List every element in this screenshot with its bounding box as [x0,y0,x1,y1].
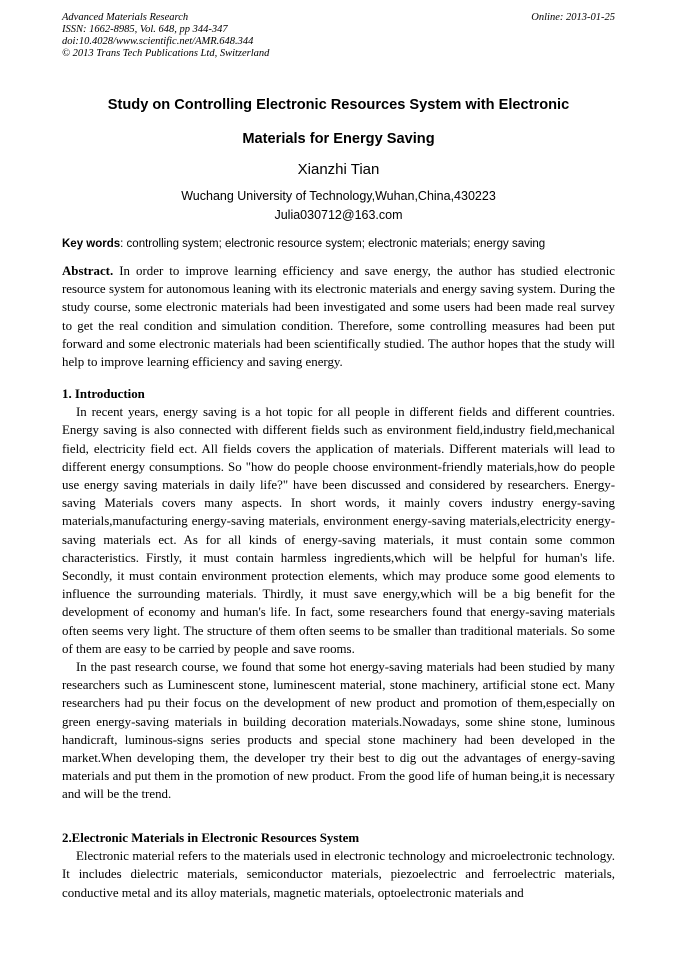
journal-name: Advanced Materials Research [62,12,189,23]
keywords-label: Key words [62,238,121,250]
section-introduction [62,385,615,804]
author-email[interactable]: Julia030712@163.com [274,208,403,222]
abstract [62,262,615,371]
copyright-notice: © 2013 Trans Tech Publications Ltd, Switzerland [62,48,270,59]
online-date: Online: 2013-01-25 [531,12,615,23]
paper-title [62,88,615,156]
abstract-label: Abstract. [62,264,114,278]
paragraph: In recent years, energy saving is a hot topic for all people in different fields and different countries. Energy saving is also connected with different fields such as environment field,industry field,mechanical field, electricity field ect. All fields covers the application of materials. Different materials will lead to different energy consumptions. So "how do people choose environment-friendly materials,how do people use energy saving materials in daily life?" have been discussed and considered by researchers. Energy-saving Materials covers many aspects. In short words, it mainly covers industry energy-saving materials,manufacturing energy-saving materials, environment energy-saving materials,electricity energy-saving materials ect. As for all kinds of energy-saving materials, it must contain some common characteristics. Firstly, it must contain harmless ingredients,which will be helpful for human's life. Secondly, it must contain environment protection elements, which may produce some good elements to influence the surrounding materials. Thirdly, it must save energy,which will be a big benefit for the development of economy and human's life. In fact, some researchers found that energy-saving materials often seems very light. The structure of them often seems to be smaller than traditional materials. So some of them are easy to be carried by people and save rooms. [62,405,615,656]
affiliation: Wuchang University of Technology,Wuhan,China,430223 [181,189,496,203]
section-heading: 1. Introduction [62,387,145,401]
doi-link[interactable]: doi:10.4028/www.scientific.net/AMR.648.344 [62,36,254,47]
issn-info: ISSN: 1662-8985, Vol. 648, pp 344-347 [62,24,228,35]
keywords [62,236,615,253]
title-line-1: Study on Controlling Electronic Resources System with Electronic [107,97,570,113]
abstract-text: In order to improve learning efficiency and save energy, the author has studied electronic resource system for autonomous leaning with its electronic materials and energy saving system. During the study course, some electronic materials had been investigated and some users had been made real survey to get the real condition and simulation condition. Therefore, some controlling measures had been put forward and some electronic materials had been scientifically studied. The author hopes that the study will help to improve learning efficiency and saving energy. [62,264,615,370]
paragraph: Electronic material refers to the materials used in electronic technology and microelectronic technology. It includes dielectric materials, semiconductor materials, piezoelectric and ferroelectric materials, conductive metal and its alloy materials, magnetic materials, optoelectronic materials and [62,849,615,900]
paragraph: In the past research course, we found that some hot energy-saving materials had been studied by many researchers such as Luminescent stone, luminescent material, stone machinery, artificial stone ect. Many researchers had pu their focus on the development of new product and promotion of them,especially on green energy-saving materials in building decoration materials.Nowadays, some shine stone, luminous handicraft, luminous-signs series products and special stone machinery had been developed in the market.When developing them, the developer try their best to dig out the advantages of energy-saving materials and put them in the promotion of new product. From the good life of human being,it is necessary and will be the trend. [62,660,615,802]
author-name: Xianzhi Tian [297,161,380,178]
section-electronic-materials [62,829,615,902]
section-heading: 2.Electronic Materials in Electronic Resources System [62,831,360,845]
journal-header [62,12,615,60]
title-line-2: Materials for Energy Saving [242,131,435,147]
keywords-text: : controlling system; electronic resource system; electronic materials; energy saving [120,238,546,250]
author-affiliation-block [62,187,615,225]
